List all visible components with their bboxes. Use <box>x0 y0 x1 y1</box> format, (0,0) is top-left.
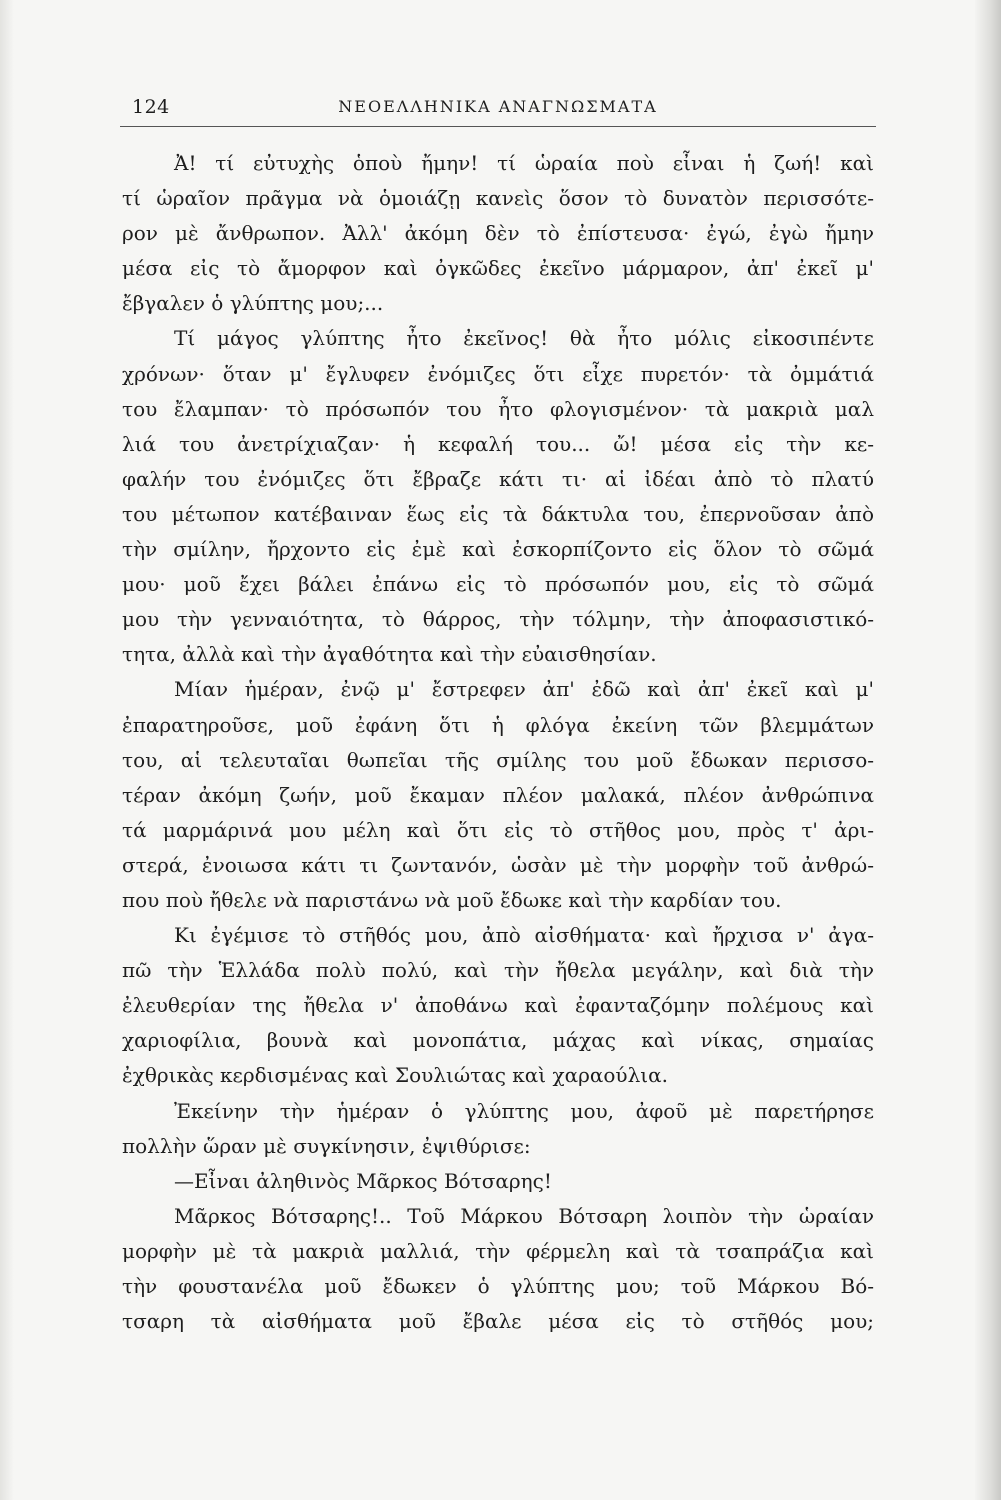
text-line: Μίαν ἡμέραν, ἐνῷ μ' ἔστρεφεν ἀπ' ἐδῶ καὶ ἀπ' ἐκεῖ καὶ μ' <box>174 677 874 702</box>
text-line: Κι ἐγέμισε τὸ στῆθός μου, ἀπὸ αἰσθήματα· καὶ ἤρχισα ν' ἀγα- <box>174 923 874 948</box>
text-line: ἔβγαλεν ὁ γλύπτης μου;... <box>122 291 384 316</box>
text-line: Ἀ! τί εὐτυχὴς ὁποὺ ἤμην! τί ὡραία ποὺ εἶναι ἡ ζωή! καὶ <box>174 151 874 175</box>
text-line: τητα, ἀλλὰ καὶ τὴν ἀγαθότητα καὶ τὴν εὐαισθησίαν. <box>122 642 657 667</box>
text-line: μορφὴν μὲ τὰ μακριὰ μαλλιά, τὴν φέρμελη καὶ τὰ τσαπράζια καὶ <box>122 1238 874 1263</box>
text-line: Τί μάγος γλύπτης ἦτο ἐκεῖνος! θὰ ἦτο μόλις εἰκοσιπέντε <box>174 326 874 351</box>
page-number: 124 <box>132 96 170 118</box>
text-line: τὴν φουστανέλα μοῦ ἔδωκεν ὁ γλύπτης μου; τοῦ Μάρκου Βό- <box>122 1274 874 1298</box>
page-left-edge <box>0 0 14 1500</box>
text-line: τὴν σμίλην, ἤρχοντο εἰς ἐμὲ καὶ ἐσκορπίζοντο εἰς ὅλον τὸ σῶμά <box>122 537 874 562</box>
text-line: πολλὴν ὥραν μὲ συγκίνησιν, ἐψιθύρισε: <box>122 1133 531 1158</box>
text-line: του ἔλαμπαν· τὸ πρόσωπόν του ἦτο φλογισμένον· τὰ μακριὰ μαλ <box>122 396 874 421</box>
text-line: τί ὡραῖον πρᾶγμα νὰ ὁμοιάζῃ κανεὶς ὅσον τὸ δυνατὸν περισσότε- <box>122 186 874 211</box>
text-line: στερά, ἐνοιωσα κάτι τι ζωντανόν, ὡσὰν μὲ τὴν μορφὴν τοῦ ἀνθρώ- <box>122 852 874 877</box>
text-line: χαριοφίλια, βουνὰ καὶ μονοπάτια, μάχας καὶ νίκας, σημαίας <box>122 1028 874 1053</box>
body-text <box>122 146 874 1339</box>
text-line: μου τὴν γενναιότητα, τὸ θάρρος, τὴν τόλμην, τὴν ἀποφασιστικό- <box>122 607 874 632</box>
text-line: ἐχθρικὰς κερδισμένας καὶ Σουλιώτας καὶ χαραούλια. <box>122 1063 668 1088</box>
text-line: λιά του ἀνετρίχιαζαν· ἡ κεφαλή του... ὤ! μέσα εἰς τὴν κε- <box>122 431 874 456</box>
text-line: μέσα εἰς τὸ ἄμορφον καὶ ὀγκῶδες ἐκεῖνο μάρμαρον, ἀπ' ἐκεῖ μ' <box>122 256 874 281</box>
text-line: —Εἶναι ἀληθινὸς Μᾶρκος Βότσαρης! <box>174 1168 552 1193</box>
page-gutter-shadow <box>975 0 1001 1500</box>
text-line: μου· μοῦ ἔχει βάλει ἐπάνω εἰς τὸ πρόσωπόν μου, εἰς τὸ σῶμά <box>122 572 874 597</box>
text-line: χρόνων· ὅταν μ' ἔγλυφεν ἐνόμιζες ὅτι εἶχε πυρετόν· τὰ ὀμμάτιά <box>122 361 874 386</box>
text-line: που ποὺ ἤθελε νὰ παριστάνω νὰ μοῦ ἔδωκε καὶ τὴν καρδίαν του. <box>122 887 782 912</box>
text-line: του μέτωπον κατέβαιναν ἕως εἰς τὰ δάκτυλα του, ἐπερνοῦσαν ἀπὸ <box>122 501 874 526</box>
text-line: πῶ τὴν Ἑλλάδα πολὺ πολύ, καὶ τὴν ἤθελα μεγάλην, καὶ διὰ τὴν <box>122 958 874 983</box>
text-line: ρον μὲ ἄνθρωπον. Ἀλλ' ἀκόμη δὲν τὸ ἐπίστευσα· ἐγώ, ἐγὼ ἤμην <box>122 221 874 246</box>
text-line: Μᾶρκος Βότσαρης!.. Τοῦ Μάρκου Βότσαρη λοιπὸν τὴν ὡραίαν <box>174 1203 874 1228</box>
page-header <box>120 96 876 127</box>
text-line: τσαρη τὰ αἰσθήματα μοῦ ἔβαλε μέσα εἰς τὸ στῆθός μου; <box>122 1309 874 1334</box>
text-line: φαλήν του ἐνόμιζες ὅτι ἔβραζε κάτι τι· αἱ ἰδέαι ἀπὸ τὸ πλατύ <box>122 466 874 491</box>
text-line: ἐπαρατηροῦσε, μοῦ ἐφάνη ὅτι ἡ φλόγα ἐκείνη τῶν βλεμμάτων <box>122 712 874 737</box>
text-line: Ἐκείνην τὴν ἡμέραν ὁ γλύπτης μου, ἀφοῦ μὲ παρετήρησε <box>174 1098 874 1123</box>
text-line: ἐλευθερίαν της ἤθελα ν' ἀποθάνω καὶ ἐφανταζόμην πολέμους καὶ <box>122 993 874 1018</box>
running-title: ΝΕΟΕΛΛΗΝΙΚΑ ΑΝΑΓΝΩΣΜΑΤΑ <box>338 97 658 116</box>
text-line: τέραν ἀκόμη ζωήν, μοῦ ἔκαμαν πλέον μαλακά, πλέον ἀνθρώπινα <box>122 782 874 807</box>
text-line: του, αἱ τελευταῖαι θωπεῖαι τῆς σμίλης του μοῦ ἔδωκαν περισσο- <box>122 747 874 772</box>
text-line: τά μαρμάρινά μου μέλη καὶ ὅτι εἰς τὸ στῆθος μου, πρὸς τ' ἀρι- <box>122 817 874 842</box>
